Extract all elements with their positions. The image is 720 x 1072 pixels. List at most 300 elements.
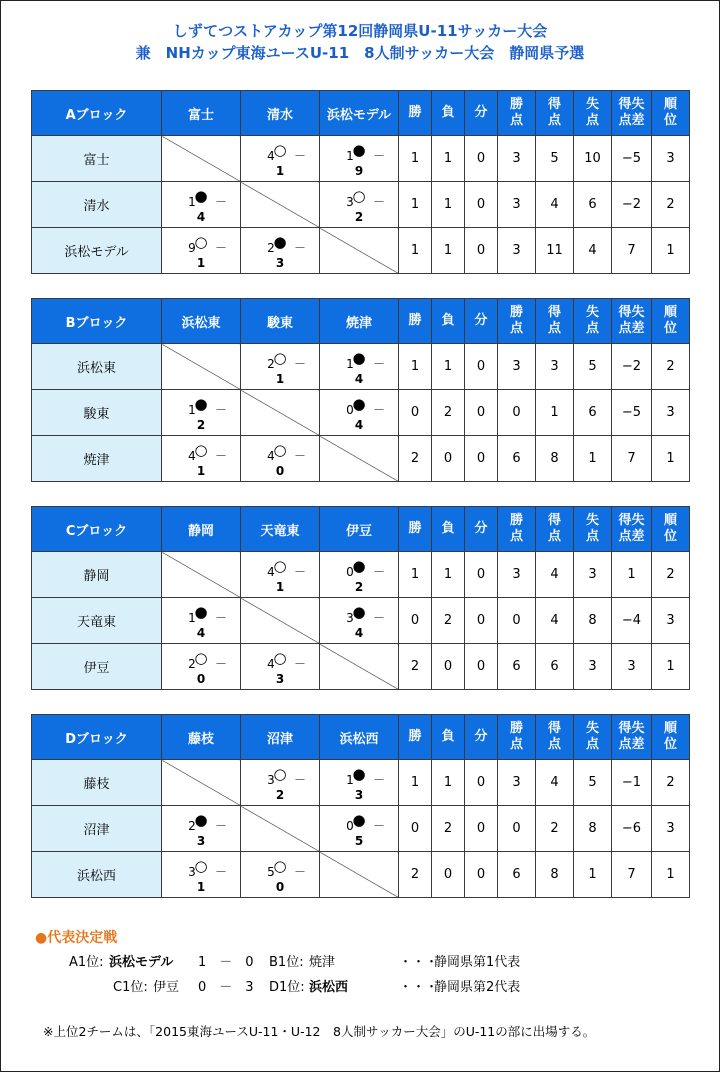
stat-value: 3 [498, 552, 536, 598]
stat-header: 負 [432, 715, 465, 760]
score-separator: － [372, 819, 385, 833]
table-row [32, 552, 690, 598]
stat-header: 分 [465, 715, 498, 760]
stat-value: 1 [399, 552, 432, 598]
block-name: Dブロック [32, 715, 162, 760]
stat-header: 失 点 [574, 91, 612, 136]
diagonal-cell [241, 390, 320, 436]
match-score [162, 401, 240, 432]
stat-value: 4 [536, 552, 574, 598]
column-team-name: 富士 [162, 91, 241, 136]
goals-against: 1 [196, 256, 206, 270]
match-result-cell [162, 436, 241, 482]
stat-value: 2 [652, 182, 690, 228]
goals-for: 3 [346, 611, 354, 625]
match-result-cell [241, 136, 320, 182]
stat-value: 3 [612, 644, 652, 690]
stat-value: 6 [498, 644, 536, 690]
match-score [241, 147, 319, 178]
goals-for: 4 [267, 449, 275, 463]
final-dots: ・・・ [399, 980, 439, 995]
stat-header: 得失 点差 [612, 299, 652, 344]
stat-header: 分 [465, 299, 498, 344]
stat-value: 0 [465, 228, 498, 274]
column-team-name: 伊豆 [320, 507, 399, 552]
goals-for: 0 [346, 819, 354, 833]
stat-header: 分 [465, 91, 498, 136]
stat-value: 0 [432, 644, 465, 690]
goals-against: 4 [196, 626, 206, 640]
stat-value: 6 [574, 390, 612, 436]
title-line-1: しずてつストアカップ第12回静岡県U-11サッカー大会 [172, 22, 548, 40]
diagonal-cell [162, 136, 241, 182]
loss-mark-icon: ● [273, 233, 287, 251]
stat-header: 失 点 [574, 507, 612, 552]
score-separator: － [372, 357, 385, 371]
goals-for: 1 [346, 149, 354, 163]
diagonal-cell [320, 644, 399, 690]
stat-value: 4 [536, 598, 574, 644]
stat-value: 2 [399, 436, 432, 482]
goals-for: 2 [267, 241, 275, 255]
score-separator: － [214, 449, 227, 463]
diagonal-cell [162, 344, 241, 390]
stat-value: 0 [399, 806, 432, 852]
row-team-name: 浜松西 [32, 852, 162, 898]
stat-value: 0 [465, 852, 498, 898]
row-team-name: 伊豆 [32, 644, 162, 690]
diagonal-cell [162, 760, 241, 806]
goals-for: 4 [267, 149, 275, 163]
win-mark-icon: ○ [194, 441, 208, 459]
match-score [320, 563, 398, 594]
column-team-name: 浜松東 [162, 299, 241, 344]
final-team-2: 浜松西 [309, 980, 349, 995]
column-team-name: 駿東 [241, 299, 320, 344]
stat-value: 0 [465, 806, 498, 852]
diagonal-cell [162, 552, 241, 598]
stat-header: 順 位 [652, 715, 690, 760]
stat-value: 2 [652, 760, 690, 806]
final-label-1: C1位: [113, 980, 148, 995]
goals-against: 0 [196, 672, 206, 686]
score-separator: － [293, 149, 306, 163]
stat-header: 負 [432, 91, 465, 136]
final-match-1 [1, 951, 719, 971]
stat-value: 1 [432, 344, 465, 390]
block-table [31, 506, 690, 690]
goals-against: 4 [354, 372, 364, 386]
diagonal-cell [320, 436, 399, 482]
stat-header: 分 [465, 507, 498, 552]
stat-header: 負 [432, 299, 465, 344]
stat-value: 0 [498, 598, 536, 644]
goals-for: 5 [267, 865, 275, 879]
table-row [32, 228, 690, 274]
stat-value: 0 [465, 136, 498, 182]
match-score [162, 863, 240, 894]
stat-value: 3 [498, 344, 536, 390]
match-result-cell [320, 344, 399, 390]
loss-mark-icon: ● [194, 187, 208, 205]
stat-value: −1 [612, 760, 652, 806]
win-mark-icon: ○ [194, 233, 208, 251]
stat-value: 1 [652, 228, 690, 274]
stat-value: 1 [652, 852, 690, 898]
goals-against: 2 [196, 418, 206, 432]
score-separator: － [214, 403, 227, 417]
stat-header: 勝 点 [498, 507, 536, 552]
goals-against: 0 [275, 464, 285, 478]
match-result-cell [162, 228, 241, 274]
stat-value: 8 [536, 436, 574, 482]
stat-value: 0 [432, 436, 465, 482]
stat-value: 4 [574, 228, 612, 274]
goals-for: 3 [188, 865, 196, 879]
loss-mark-icon: ● [352, 141, 366, 159]
stat-value: −6 [612, 806, 652, 852]
diagonal-cell [320, 228, 399, 274]
stat-header: 得 点 [536, 91, 574, 136]
stat-value: 1 [399, 344, 432, 390]
score-separator: － [293, 773, 306, 787]
match-score [320, 355, 398, 386]
stat-value: 2 [432, 806, 465, 852]
goals-against: 1 [196, 880, 206, 894]
match-result-cell [162, 644, 241, 690]
match-result-cell [162, 598, 241, 644]
stat-header: 勝 点 [498, 715, 536, 760]
goals-against: 4 [354, 418, 364, 432]
score-separator: － [372, 611, 385, 625]
loss-mark-icon: ● [352, 603, 366, 621]
match-result-cell [320, 390, 399, 436]
match-score [320, 147, 398, 178]
column-team-name: 静岡 [162, 507, 241, 552]
stat-header: 勝 [399, 715, 432, 760]
stat-value: 0 [465, 344, 498, 390]
row-team-name: 駿東 [32, 390, 162, 436]
stat-value: 1 [399, 182, 432, 228]
goals-against: 2 [275, 788, 285, 802]
score-separator: － [293, 449, 306, 463]
loss-mark-icon: ● [352, 811, 366, 829]
match-score [241, 655, 319, 686]
stat-value: 3 [652, 806, 690, 852]
goals-for: 2 [188, 657, 196, 671]
score-separator: － [293, 865, 306, 879]
goals-for: 4 [267, 657, 275, 671]
match-score [162, 447, 240, 478]
score-separator: － [214, 819, 227, 833]
row-team-name: 焼津 [32, 436, 162, 482]
block-table [31, 298, 690, 482]
final-label-2: B1位: [269, 955, 304, 970]
stat-header: 失 点 [574, 715, 612, 760]
stat-value: 3 [652, 598, 690, 644]
row-team-name: 浜松東 [32, 344, 162, 390]
score-separator: － [293, 357, 306, 371]
goals-for: 2 [267, 357, 275, 371]
score-separator: － [372, 773, 385, 787]
stat-value: 2 [399, 852, 432, 898]
final-team-2: 焼津 [309, 955, 336, 970]
row-team-name: 浜松モデル [32, 228, 162, 274]
stat-value: −4 [612, 598, 652, 644]
win-mark-icon: ○ [273, 141, 287, 159]
block-table [31, 714, 690, 898]
stat-value: 0 [498, 806, 536, 852]
stat-value: 0 [465, 760, 498, 806]
goals-for: 4 [267, 565, 275, 579]
stat-header: 失 点 [574, 299, 612, 344]
match-result-cell [162, 852, 241, 898]
stat-header: 得 点 [536, 507, 574, 552]
block-name: Cブロック [32, 507, 162, 552]
goals-against: 0 [275, 880, 285, 894]
stat-value: 1 [399, 228, 432, 274]
match-score [320, 817, 398, 848]
stat-value: 3 [498, 136, 536, 182]
goals-for: 9 [188, 241, 196, 255]
match-result-cell [320, 182, 399, 228]
match-result-cell [320, 806, 399, 852]
score-separator: － [214, 865, 227, 879]
stat-value: 0 [465, 644, 498, 690]
row-team-name: 沼津 [32, 806, 162, 852]
match-result-cell [241, 644, 320, 690]
match-result-cell [320, 598, 399, 644]
stat-value: 11 [536, 228, 574, 274]
stat-value: 1 [432, 182, 465, 228]
score-separator: － [372, 149, 385, 163]
row-team-name: 清水 [32, 182, 162, 228]
stat-value: 8 [574, 806, 612, 852]
goals-for: 3 [346, 195, 354, 209]
match-result-cell [241, 228, 320, 274]
loss-mark-icon: ● [352, 765, 366, 783]
stat-value: 3 [652, 136, 690, 182]
stat-value: 3 [574, 552, 612, 598]
stat-value: 4 [536, 760, 574, 806]
table-row [32, 806, 690, 852]
stat-value: 5 [536, 136, 574, 182]
block-name: Bブロック [32, 299, 162, 344]
column-team-name: 天竜東 [241, 507, 320, 552]
stat-value: 6 [536, 644, 574, 690]
row-team-name: 富士 [32, 136, 162, 182]
table-row [32, 390, 690, 436]
stat-value: −2 [612, 344, 652, 390]
goals-against: 3 [275, 672, 285, 686]
stat-value: 1 [399, 136, 432, 182]
match-score [320, 609, 398, 640]
match-score [241, 563, 319, 594]
stat-value: 2 [432, 598, 465, 644]
table-row [32, 436, 690, 482]
stat-value: 8 [536, 852, 574, 898]
final-label-2: D1位: [269, 980, 305, 995]
stat-header: 勝 [399, 507, 432, 552]
stat-value: 0 [465, 552, 498, 598]
stat-value: 6 [498, 852, 536, 898]
table-row [32, 182, 690, 228]
goals-against: 5 [354, 834, 364, 848]
final-match-2 [1, 976, 719, 996]
stat-header: 順 位 [652, 299, 690, 344]
stat-header: 得失 点差 [612, 507, 652, 552]
stat-header: 順 位 [652, 91, 690, 136]
row-team-name: 静岡 [32, 552, 162, 598]
stat-value: −2 [612, 182, 652, 228]
stat-value: 7 [612, 852, 652, 898]
stat-value: 1 [574, 852, 612, 898]
win-mark-icon: ○ [273, 557, 287, 575]
stat-value: 0 [432, 852, 465, 898]
match-score [241, 863, 319, 894]
match-result-cell [241, 852, 320, 898]
stat-header: 勝 [399, 299, 432, 344]
title-line-2: 兼 NHカップ東海ユースU-11 8人制サッカー大会 静岡県予選 [135, 44, 585, 62]
table-row [32, 760, 690, 806]
stat-value: 7 [612, 436, 652, 482]
win-mark-icon: ○ [273, 765, 287, 783]
final-heading: ●代表決定戦 [35, 930, 118, 946]
goals-against: 4 [196, 210, 206, 224]
stat-value: 0 [399, 390, 432, 436]
win-mark-icon: ○ [352, 187, 366, 205]
table-row [32, 136, 690, 182]
stat-header: 順 位 [652, 507, 690, 552]
loss-mark-icon: ● [194, 395, 208, 413]
match-score [241, 447, 319, 478]
goals-for: 1 [346, 357, 354, 371]
match-result-cell [162, 182, 241, 228]
loss-mark-icon: ● [352, 395, 366, 413]
stat-value: 0 [498, 390, 536, 436]
stat-header: 得失 点差 [612, 715, 652, 760]
diagonal-cell [241, 182, 320, 228]
stat-header: 勝 [399, 91, 432, 136]
stat-value: 1 [432, 136, 465, 182]
stat-value: 10 [574, 136, 612, 182]
goals-for: 1 [188, 403, 196, 417]
column-team-name: 清水 [241, 91, 320, 136]
stat-value: 3 [498, 182, 536, 228]
stat-value: 0 [465, 598, 498, 644]
stat-value: 1 [612, 552, 652, 598]
score-separator: － [293, 565, 306, 579]
diagonal-cell [320, 852, 399, 898]
match-result-cell [320, 136, 399, 182]
goals-for: 0 [346, 403, 354, 417]
match-score [241, 771, 319, 802]
final-score: 1 － 0 [198, 955, 254, 970]
score-separator: － [214, 241, 227, 255]
final-score: 0 － 3 [198, 980, 254, 995]
stat-value: 5 [574, 344, 612, 390]
match-score [162, 239, 240, 270]
match-result-cell [162, 390, 241, 436]
stat-value: 2 [399, 644, 432, 690]
stat-value: 1 [399, 760, 432, 806]
row-team-name: 天竜東 [32, 598, 162, 644]
match-score [320, 401, 398, 432]
stat-value: 1 [574, 436, 612, 482]
stat-value: 3 [498, 228, 536, 274]
final-label-1: A1位: [69, 955, 104, 970]
score-separator: － [214, 611, 227, 625]
final-team-1: 浜松モデル [109, 955, 174, 970]
win-mark-icon: ○ [273, 441, 287, 459]
goals-against: 3 [196, 834, 206, 848]
stat-value: 2 [536, 806, 574, 852]
stat-value: 3 [574, 644, 612, 690]
stat-value: 1 [432, 552, 465, 598]
stat-value: −5 [612, 390, 652, 436]
goals-for: 4 [188, 449, 196, 463]
goals-against: 2 [354, 580, 364, 594]
match-score [162, 655, 240, 686]
stat-value: 3 [652, 390, 690, 436]
stat-header: 得 点 [536, 715, 574, 760]
match-score [241, 355, 319, 386]
score-separator: － [372, 565, 385, 579]
diagonal-cell [241, 598, 320, 644]
goals-against: 2 [354, 210, 364, 224]
stat-value: 2 [652, 344, 690, 390]
match-score [241, 239, 319, 270]
final-result: 静岡県第2代表 [434, 980, 521, 995]
table-row [32, 852, 690, 898]
stat-value: 1 [652, 644, 690, 690]
footnote: ※上位2チームは、「2015東海ユースU-11・U-12 8人制サッカー大会」のU-11の部に出場する。 [43, 1024, 596, 1039]
column-team-name: 沼津 [241, 715, 320, 760]
final-team-1: 伊豆 [153, 980, 180, 995]
match-score [162, 609, 240, 640]
stat-header: 勝 点 [498, 299, 536, 344]
block-name: Aブロック [32, 91, 162, 136]
match-result-cell [320, 552, 399, 598]
goals-against: 1 [275, 164, 285, 178]
stat-value: 8 [574, 598, 612, 644]
score-separator: － [372, 195, 385, 209]
match-result-cell [162, 806, 241, 852]
stat-value: −5 [612, 136, 652, 182]
win-mark-icon: ○ [273, 349, 287, 367]
goals-for: 1 [188, 611, 196, 625]
goals-for: 1 [188, 195, 196, 209]
win-mark-icon: ○ [194, 649, 208, 667]
stat-header: 得失 点差 [612, 91, 652, 136]
stat-header: 負 [432, 507, 465, 552]
final-result: 静岡県第1代表 [434, 955, 521, 970]
score-separator: － [214, 657, 227, 671]
goals-against: 1 [275, 580, 285, 594]
stat-header: 得 点 [536, 299, 574, 344]
win-mark-icon: ○ [273, 649, 287, 667]
column-team-name: 浜松西 [320, 715, 399, 760]
match-score [162, 193, 240, 224]
stat-value: 3 [536, 344, 574, 390]
goals-for: 3 [267, 773, 275, 787]
diagonal-cell [241, 806, 320, 852]
stat-value: 5 [574, 760, 612, 806]
match-result-cell [241, 552, 320, 598]
win-mark-icon: ○ [273, 857, 287, 875]
goals-against: 1 [275, 372, 285, 386]
stat-value: 6 [574, 182, 612, 228]
